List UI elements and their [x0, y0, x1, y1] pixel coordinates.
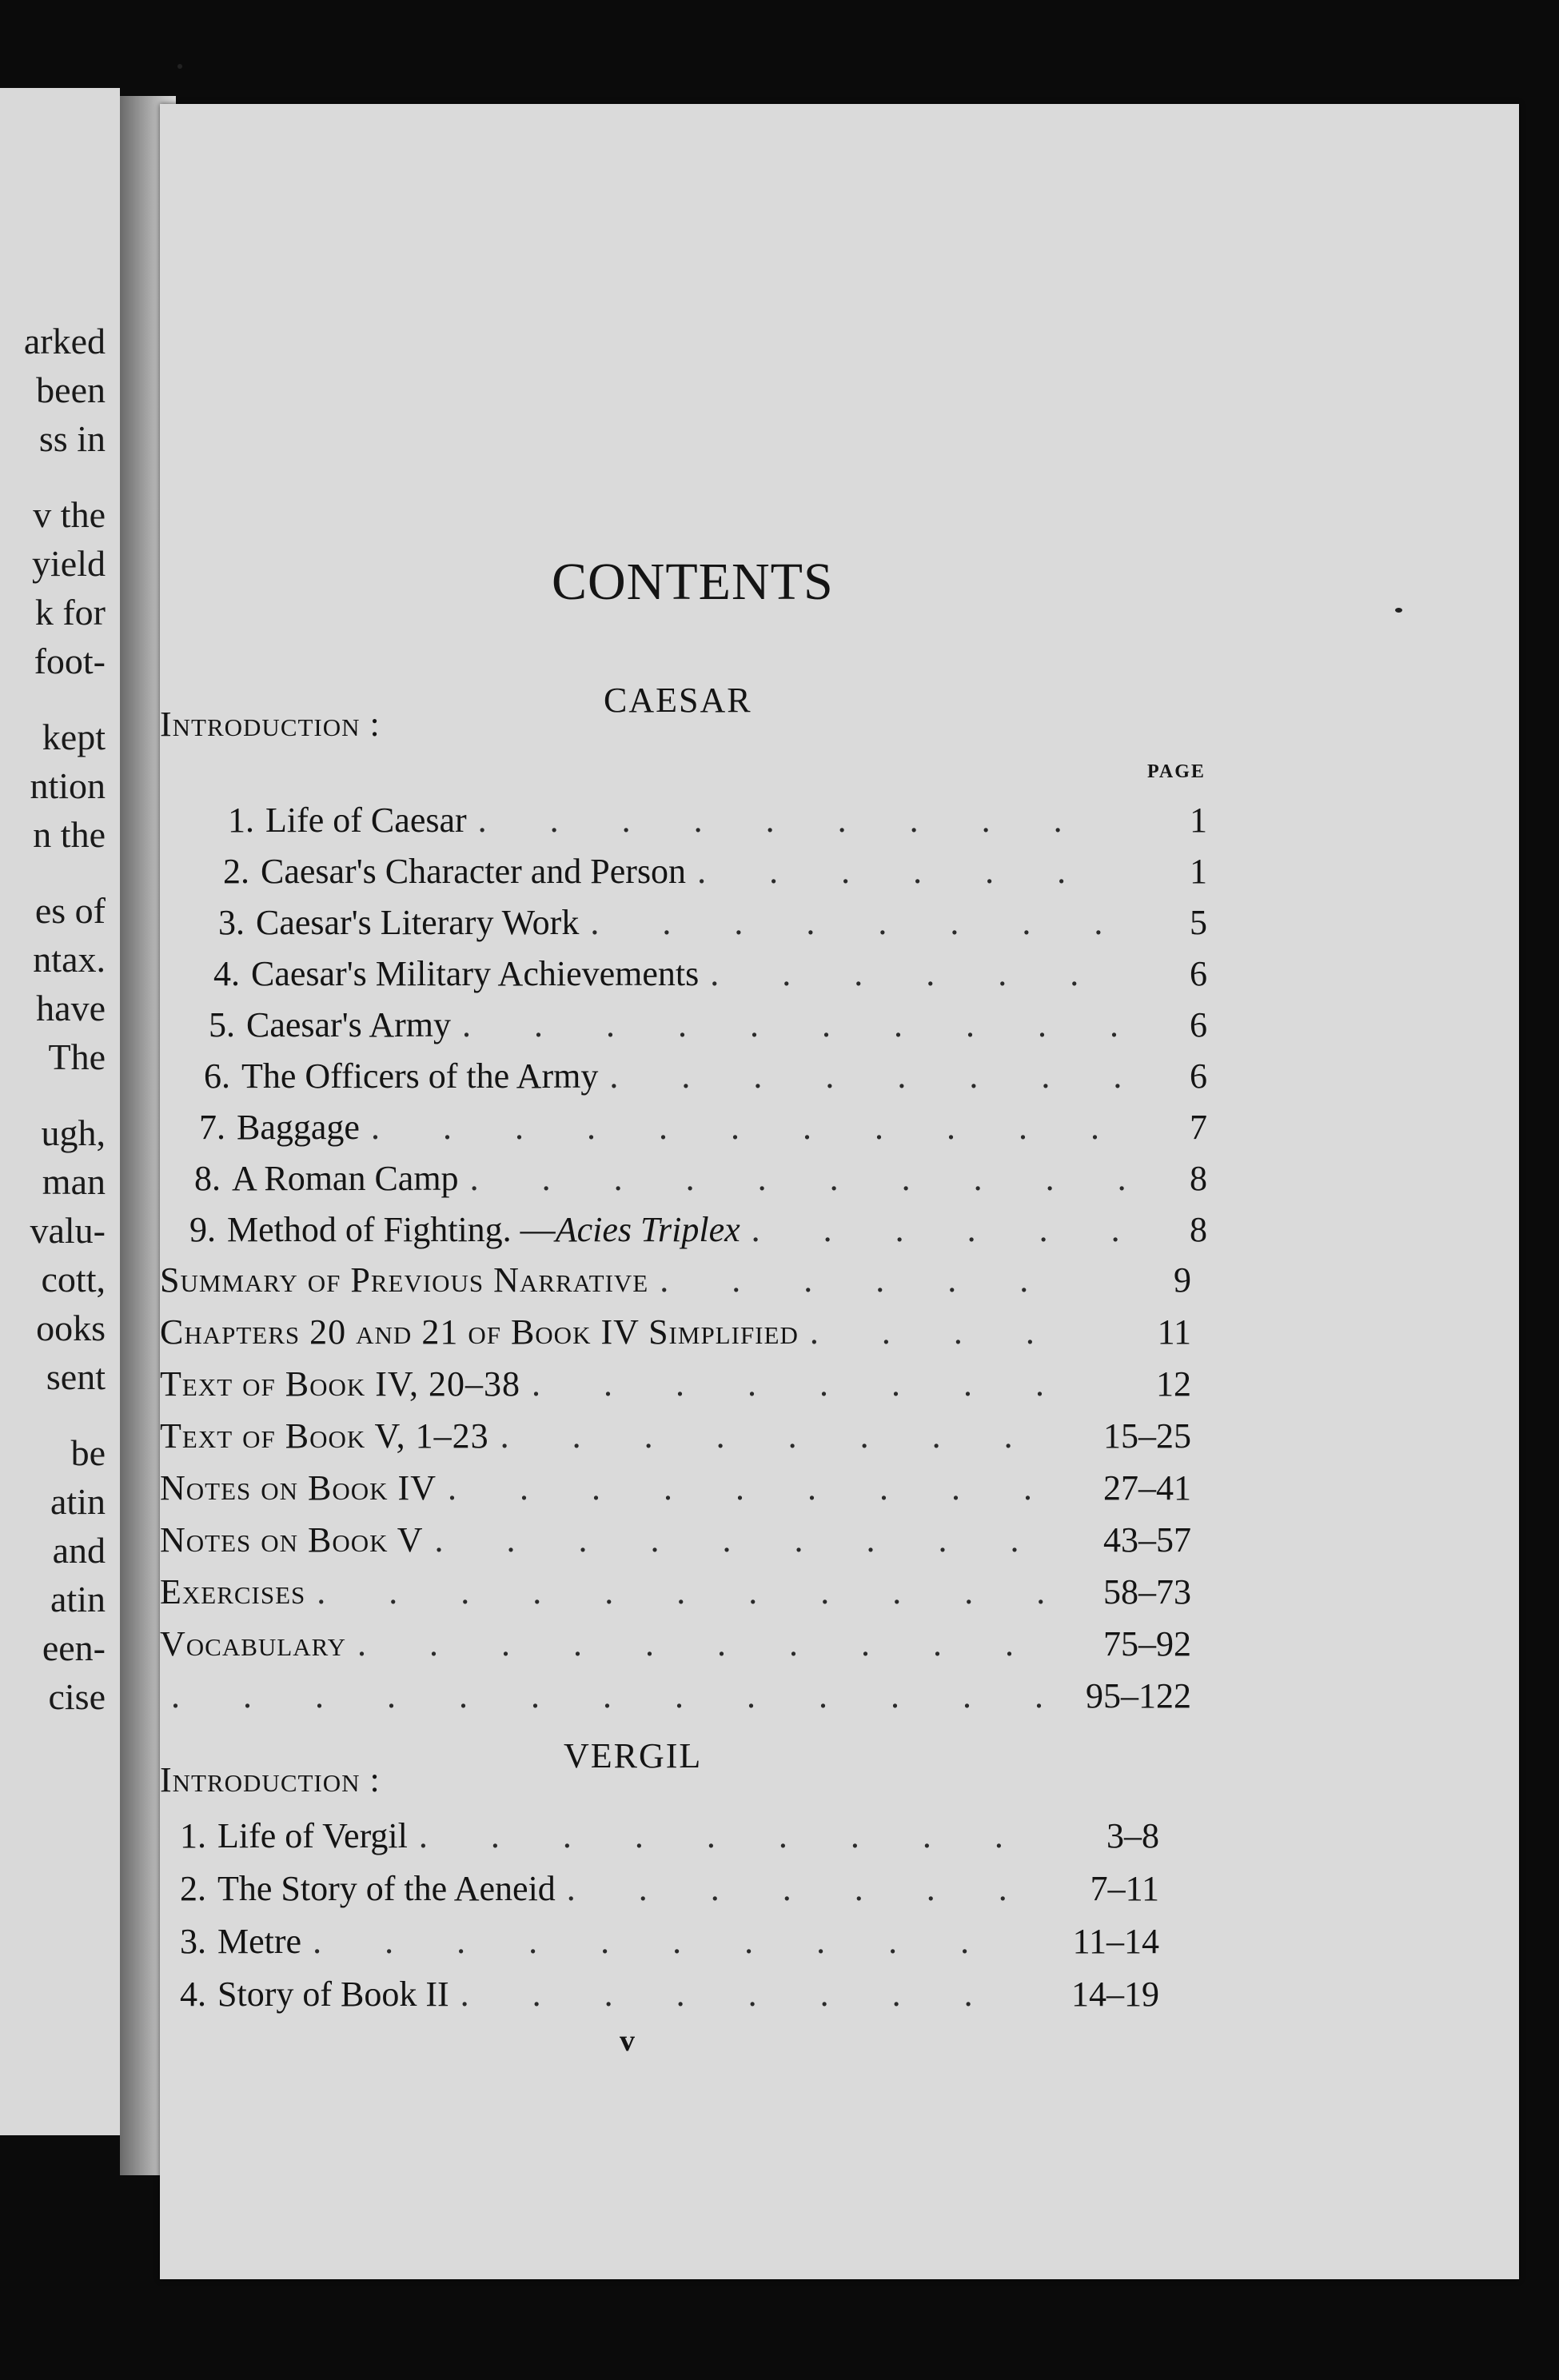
left-page-text-line: ugh,: [41, 1112, 106, 1153]
toc-entry-page: 15–25: [1103, 1416, 1191, 1456]
toc-entry-number: 1.: [228, 801, 254, 840]
contents-page: [160, 104, 1519, 2279]
toc-entry[interactable]: [160, 1868, 1159, 1909]
toc-entry-title: Life of Vergil: [217, 1816, 408, 1855]
toc-entry[interactable]: [189, 1004, 1207, 1045]
toc-entry[interactable]: [193, 953, 1207, 994]
dot-leader: [448, 1468, 1060, 1508]
toc-entry-title: Text of Book IV, 20–38: [160, 1364, 521, 1404]
dot-leader: [171, 1675, 1060, 1716]
toc-entry-number: 7.: [199, 1108, 225, 1147]
left-page-text-line: atin: [50, 1579, 106, 1619]
page-folio: v: [620, 2024, 635, 2058]
left-page-text-line: cott,: [41, 1259, 106, 1300]
toc-entry-title: Life of Caesar: [265, 801, 467, 840]
left-page-text-line: atin: [50, 1481, 106, 1522]
toc-entry-title: Vocabulary: [160, 1624, 346, 1663]
dot-leader: [752, 1209, 1124, 1250]
vergil-heading: VERGIL: [564, 1736, 703, 1775]
toc-entry-page: 7: [1190, 1108, 1207, 1147]
toc-entry-title: Exercises: [160, 1572, 306, 1611]
toc-entry-number: 6.: [204, 1056, 230, 1096]
toc-entry[interactable]: [169, 1209, 1207, 1250]
toc-entry-page: 1: [1190, 801, 1207, 840]
toc-entry-title: Caesar's Army: [246, 1005, 451, 1044]
toc-entry-page: 14–19: [1071, 1975, 1159, 2014]
toc-entry-title: Method of Fighting. —: [227, 1210, 556, 1249]
left-page-text-line: valu-: [30, 1210, 106, 1251]
toc-entry-title: Notes on Book V: [160, 1520, 424, 1559]
page-title: CONTENTS: [552, 553, 834, 611]
dot-leader: [609, 1056, 1124, 1096]
toc-entry[interactable]: [160, 1416, 1191, 1456]
toc-entry[interactable]: [160, 1312, 1191, 1352]
dot-leader: [532, 1364, 1060, 1404]
dot-leader: [710, 953, 1124, 994]
toc-entry-title: Notes on Book IV: [160, 1468, 437, 1507]
toc-entry-title: A Roman Camp: [232, 1159, 459, 1198]
dot-leader: [478, 800, 1124, 841]
dot-leader: [462, 1004, 1124, 1045]
toc-entry-number: 8.: [194, 1159, 221, 1198]
left-page-text-line: The: [48, 1036, 106, 1077]
toc-entry-page: 9: [1174, 1260, 1191, 1300]
toc-entry-number: 2.: [223, 852, 249, 891]
left-page-text-line: be: [70, 1432, 106, 1473]
left-page-text-line: ooks: [36, 1308, 106, 1348]
dot-leader: [419, 1815, 1028, 1856]
toc-entry-title: Summary of Previous Narrative: [160, 1260, 649, 1300]
toc-entry-page: 11–14: [1072, 1922, 1159, 1961]
toc-entry[interactable]: [179, 1107, 1207, 1148]
dot-leader: [357, 1623, 1060, 1664]
toc-entry-page: 58–73: [1103, 1572, 1191, 1611]
left-page-text-line: v the: [33, 494, 106, 535]
left-page-text-line: ss in: [38, 418, 106, 459]
toc-entry-page: 5: [1190, 903, 1207, 942]
caesar-introduction-label: Introduction :: [160, 705, 381, 744]
previous-page: [0, 88, 120, 2135]
left-page-text-line: ntion: [30, 765, 106, 806]
vergil-introduction-label: Introduction :: [160, 1760, 381, 1799]
caesar-heading: CAESAR: [604, 681, 752, 720]
dot-leader: [461, 1974, 1028, 2015]
speck: [1395, 608, 1402, 613]
left-page-text-line: man: [42, 1161, 106, 1202]
dot-leader: [313, 1921, 1028, 1962]
dot-leader: [660, 1260, 1060, 1300]
toc-entry-title: Baggage: [237, 1108, 360, 1147]
left-page-text-line: es of: [34, 890, 106, 931]
toc-entry-title: Story of Book II: [217, 1975, 449, 2014]
toc-entry-page: 27–41: [1103, 1468, 1191, 1507]
toc-entry-title: Caesar's Character and Person: [261, 852, 687, 891]
toc-entry-page: 3–8: [1106, 1816, 1159, 1855]
dot-leader: [371, 1107, 1124, 1148]
toc-entry-title: Text of Book V, 1–23: [160, 1416, 489, 1456]
speck: [177, 64, 182, 69]
toc-entry-page: 7–11: [1090, 1869, 1159, 1908]
left-page-text-line: and: [52, 1530, 106, 1571]
left-page-text-line: k for: [34, 592, 106, 633]
toc-entry-number: 9.: [189, 1210, 216, 1249]
toc-entry-page: 12: [1156, 1364, 1191, 1404]
toc-entry-page: 6: [1190, 1056, 1207, 1096]
toc-entry-page: 6: [1190, 954, 1207, 993]
toc-entry-title: Metre: [217, 1922, 302, 1961]
toc-entry-number: 3.: [218, 903, 245, 942]
toc-entry[interactable]: [160, 1468, 1191, 1508]
toc-entry[interactable]: [160, 1675, 1191, 1716]
toc-entry-page: 43–57: [1103, 1520, 1191, 1559]
toc-entry[interactable]: [203, 851, 1207, 892]
left-page-text-line: sent: [46, 1356, 106, 1397]
toc-entry[interactable]: [184, 1056, 1207, 1096]
dot-leader: [317, 1571, 1060, 1612]
toc-entry-page: 8: [1190, 1159, 1207, 1198]
toc-entry-page: 95–122: [1086, 1676, 1191, 1715]
toc-entry[interactable]: [160, 1364, 1191, 1404]
toc-entry-page: 6: [1190, 1005, 1207, 1044]
toc-entry-page: 75–92: [1103, 1624, 1191, 1663]
toc-entry-title: The Story of the Aeneid: [217, 1869, 556, 1908]
toc-entry[interactable]: [198, 902, 1207, 943]
left-page-text-line: been: [36, 369, 106, 410]
left-page-text-line: kept: [42, 717, 106, 757]
toc-entry[interactable]: [160, 1921, 1159, 1962]
page-column-label: PAGE: [1147, 761, 1206, 782]
toc-entry[interactable]: [160, 1260, 1191, 1300]
left-page-text-line: cise: [48, 1676, 106, 1717]
toc-entry[interactable]: [208, 800, 1207, 841]
dot-leader: [697, 851, 1124, 892]
toc-entry-number: 4.: [180, 1975, 206, 2014]
toc-entry-number: 2.: [180, 1869, 206, 1908]
toc-entry-page: 8: [1190, 1210, 1207, 1249]
toc-entry-title: The Officers of the Army: [241, 1056, 599, 1096]
toc-entry-number: 5.: [209, 1005, 235, 1044]
toc-entry-title: Caesar's Literary Work: [256, 903, 580, 942]
left-page-text-line: foot-: [34, 641, 106, 681]
toc-entry[interactable]: [160, 1974, 1159, 2015]
dot-leader: [470, 1158, 1124, 1199]
dot-leader: [590, 902, 1124, 943]
left-page-text-line: arked: [23, 321, 106, 361]
toc-entry-page: 11: [1157, 1312, 1191, 1352]
left-page-text-line: ntax.: [33, 939, 106, 980]
toc-entry[interactable]: [160, 1623, 1191, 1664]
toc-entry-number: 3.: [180, 1922, 206, 1961]
toc-entry-title-italic: Acies Triplex: [555, 1210, 740, 1249]
toc-entry[interactable]: [160, 1571, 1191, 1612]
toc-entry-number: 4.: [213, 954, 240, 993]
dot-leader: [567, 1868, 1028, 1909]
toc-entry[interactable]: [160, 1519, 1191, 1560]
left-page-text-line: n the: [33, 814, 106, 855]
toc-entry-title: Chapters 20 and 21 of Book IV Simplified: [160, 1312, 799, 1352]
dot-leader: [435, 1519, 1060, 1560]
dot-leader: [500, 1416, 1060, 1456]
toc-entry[interactable]: [160, 1815, 1159, 1856]
left-page-text-line: have: [36, 988, 106, 1028]
left-page-text-line: yield: [32, 543, 106, 584]
toc-entry-page: 1: [1190, 852, 1207, 891]
toc-entry-title: Caesar's Military Achievements: [251, 954, 700, 993]
dot-leader: [810, 1312, 1060, 1352]
toc-entry[interactable]: [174, 1158, 1207, 1199]
toc-entry-number: 1.: [180, 1816, 206, 1855]
left-page-text-line: een-: [42, 1627, 106, 1668]
